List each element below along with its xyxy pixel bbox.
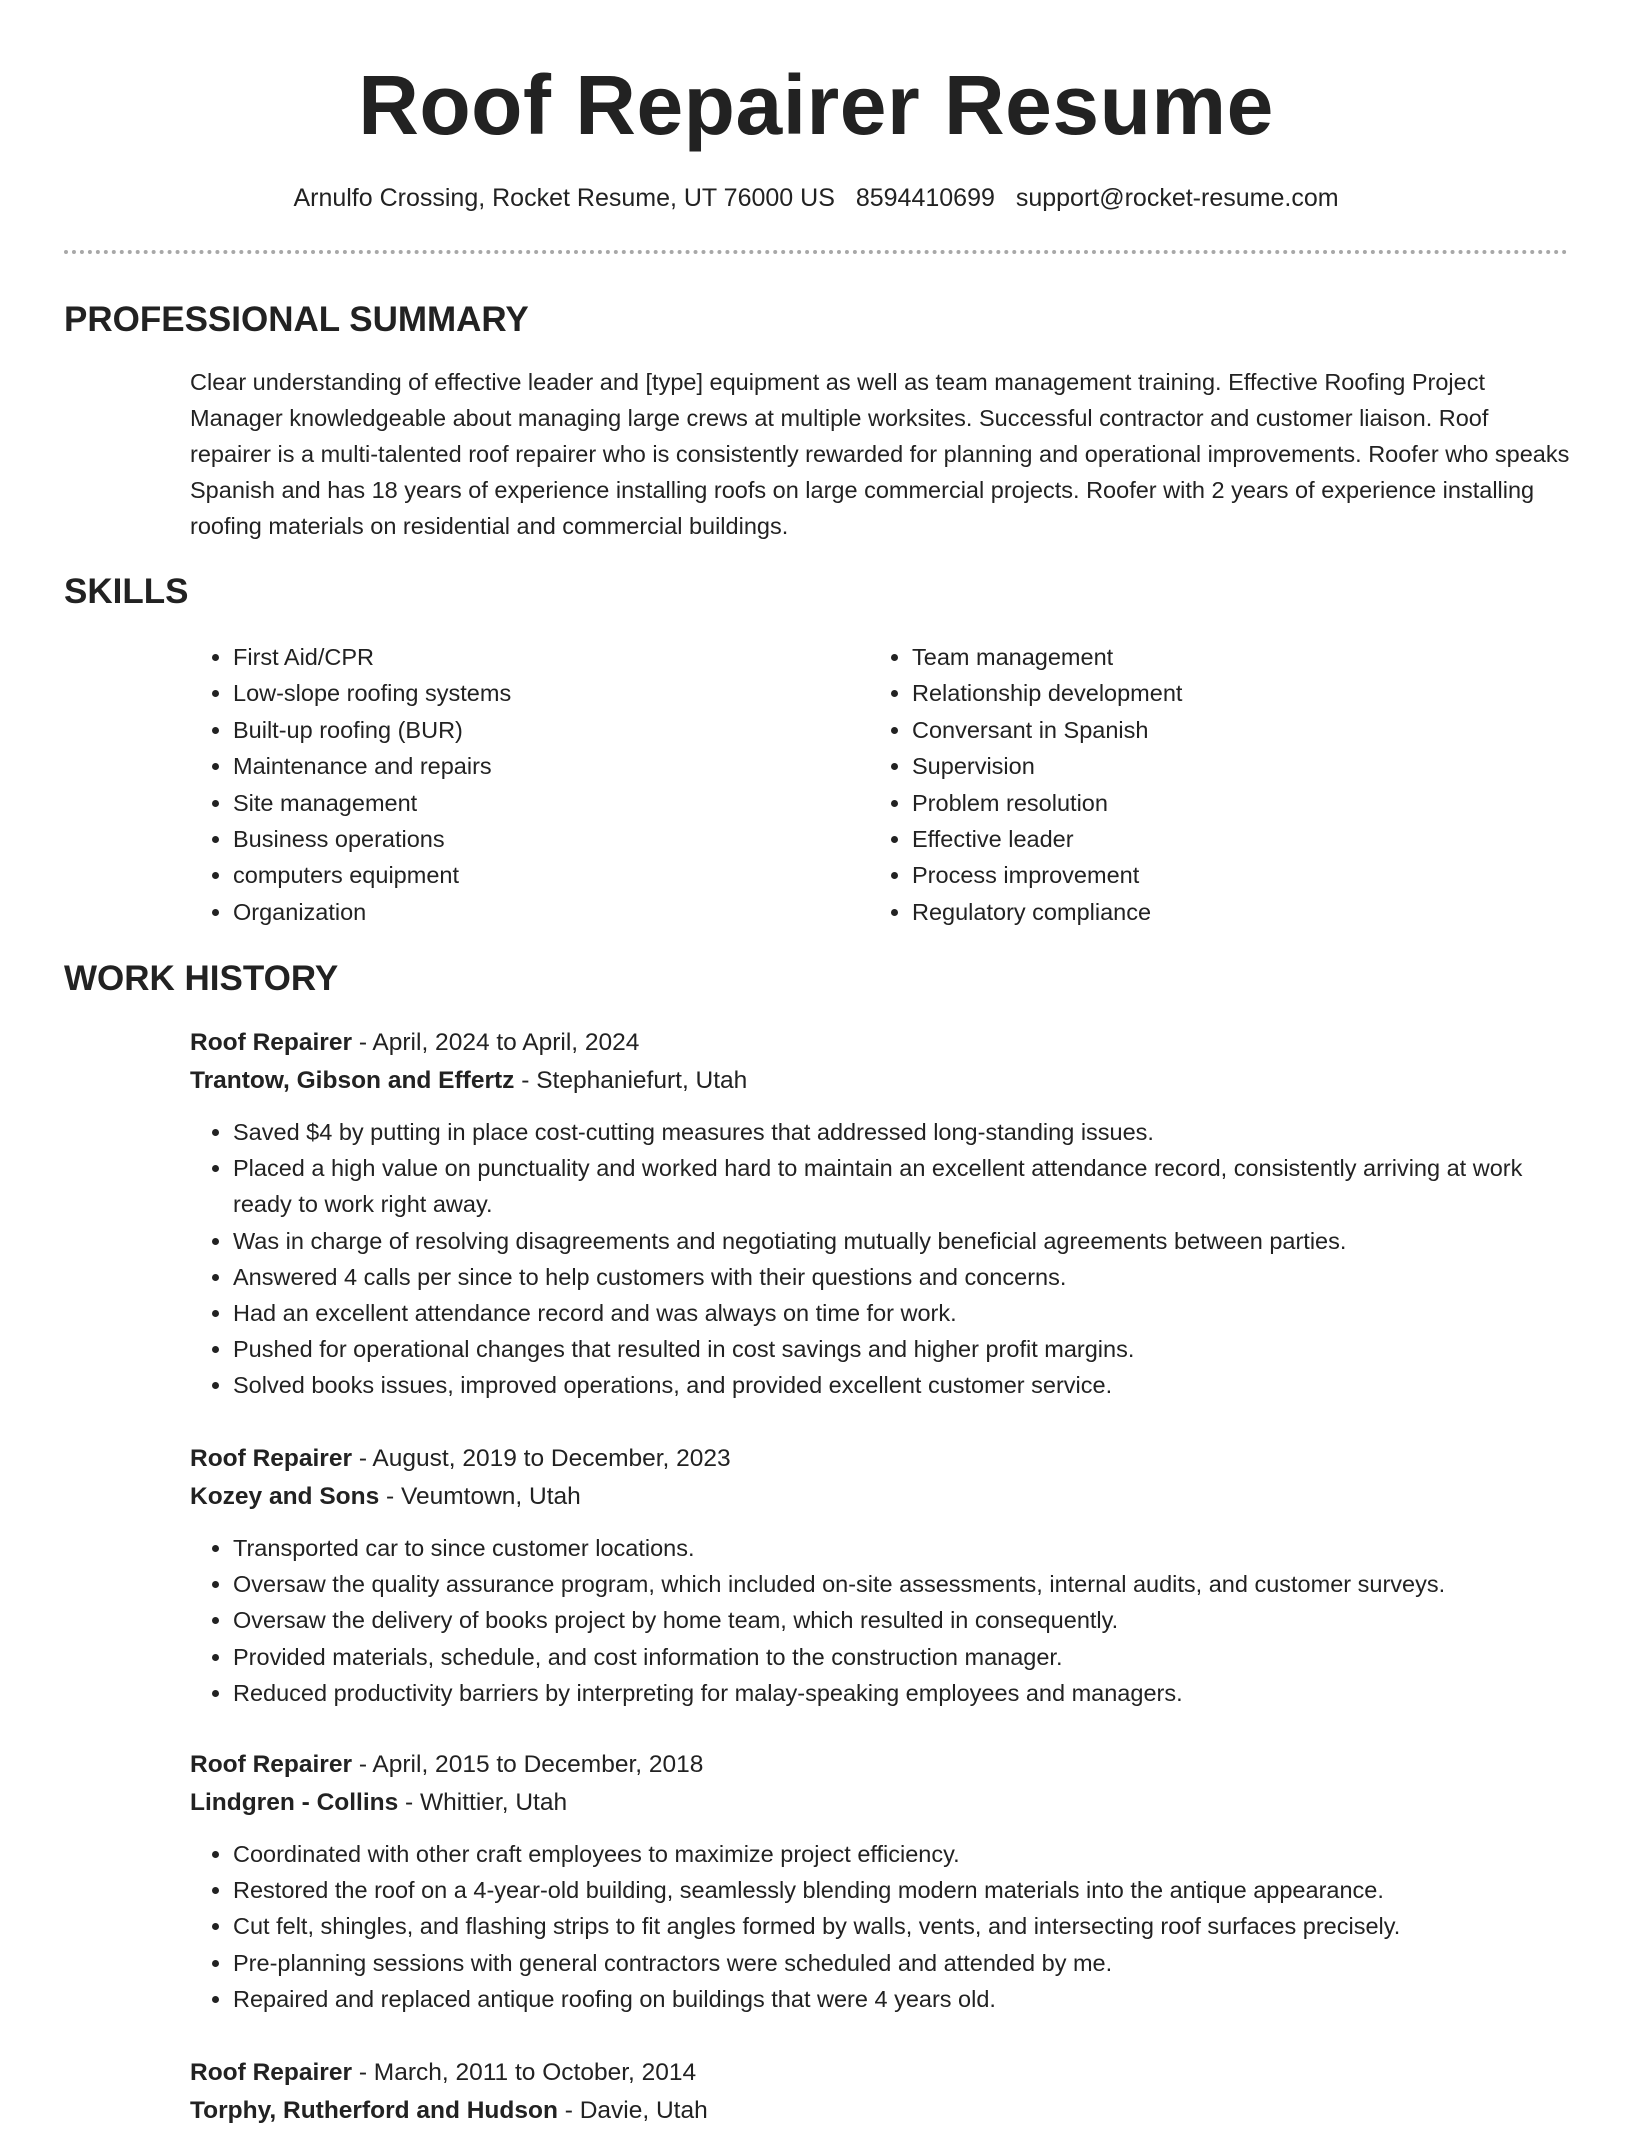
job-location: - Stephaniefurt, Utah (514, 1067, 748, 1094)
skill-item: • Problem resolution (912, 785, 1552, 821)
skill-item: • Site management (233, 785, 873, 821)
skill-item: • Process improvement (912, 857, 1552, 893)
job-bullet: • Coordinated with other craft employees to maximize project efficiency. (233, 1836, 1570, 1872)
job-title: Roof Repairer (190, 1029, 353, 1056)
job-bullet: • Solved books issues, improved operations, and provided excellent customer service. (233, 1367, 1570, 1403)
job-bullets (190, 1114, 1570, 1404)
summary-heading: PROFESSIONAL SUMMARY (64, 300, 529, 339)
job-location: - Davie, Utah (557, 2097, 708, 2124)
job-location: - Whittier, Utah (398, 1789, 568, 1816)
job-bullet: • Provided materials, schedule, and cost information to the construction manager. (233, 1639, 1570, 1675)
job-company: Torphy, Rutherford and Hudson (190, 2097, 558, 2124)
job-bullet: • Oversaw the quality assurance program, which included on-site assessments, internal audits, and customer surveys. (233, 1566, 1570, 1602)
phone: 8594410699 (855, 184, 995, 212)
job-bullet: • Pushed for operational changes that resulted in cost savings and higher profit margins. (233, 1331, 1570, 1367)
job-dates: - April, 2024 to April, 2024 (352, 1029, 640, 1056)
job-title: Roof Repairer (190, 1445, 353, 1472)
skills-list-right (869, 639, 1552, 930)
skill-item: • Supervision (912, 748, 1552, 784)
job-entry (190, 1440, 1570, 1711)
skills-heading: SKILLS (64, 572, 189, 611)
job-company: Lindgren - Collins (190, 1789, 399, 1816)
job-bullets (190, 1530, 1570, 1711)
job-bullet: • Restored the roof on a 4-year-old building, seamlessly blending modern materials into the antique appearance. (233, 1872, 1570, 1908)
contact-line (0, 180, 1632, 216)
job-dates: - April, 2015 to December, 2018 (352, 1751, 704, 1778)
job-title-line (190, 2054, 1570, 2092)
job-bullet: • Oversaw the delivery of books project by home team, which resulted in consequently. (233, 1602, 1570, 1638)
skill-item: • Regulatory compliance (912, 894, 1552, 930)
job-bullet: • Repaired and replaced antique roofing on buildings that were 4 years old. (233, 1981, 1570, 2017)
job-company: Kozey and Sons (190, 1483, 380, 1510)
job-company-line (190, 1062, 1570, 1100)
skill-item: • Built-up roofing (BUR) (233, 712, 873, 748)
job-bullet: • Was in charge of resolving disagreements and negotiating mutually beneficial agreements between parties. (233, 1223, 1570, 1259)
skill-item: • Low-slope roofing systems (233, 675, 873, 711)
job-bullets (190, 1836, 1570, 2017)
job-bullet: • Answered 4 calls per since to help customers with their questions and concerns. (233, 1259, 1570, 1295)
job-entry (190, 1024, 1570, 1404)
job-bullet: • Had an excellent attendance record and was always on time for work. (233, 1295, 1570, 1331)
job-bullet: • Transported car to since customer locations. (233, 1530, 1570, 1566)
skill-item: • Business operations (233, 821, 873, 857)
skills-list-left (190, 639, 873, 930)
job-company-line (190, 1478, 1570, 1516)
job-bullet: • Reduced productivity barriers by interpreting for malay-speaking employees and managers. (233, 1675, 1570, 1711)
email: support@rocket-resume.com (1015, 184, 1339, 212)
job-entry (190, 1746, 1570, 2017)
job-entry (190, 2054, 1570, 2130)
skill-item: • Relationship development (912, 675, 1552, 711)
job-title-line (190, 1746, 1570, 1784)
skill-item: • Maintenance and repairs (233, 748, 873, 784)
job-bullet: • Pre-planning sessions with general contractors were scheduled and attended by me. (233, 1945, 1570, 1981)
skill-item: • Team management (912, 639, 1552, 675)
job-company-line (190, 1784, 1570, 1822)
skill-item: • Conversant in Spanish (912, 712, 1552, 748)
job-dates: - March, 2011 to October, 2014 (352, 2059, 697, 2086)
work-history-heading: WORK HISTORY (64, 959, 339, 998)
job-title-line (190, 1440, 1570, 1478)
skill-item: • First Aid/CPR (233, 639, 873, 675)
resume-title: Roof Repairer Resume (358, 58, 1274, 152)
address: Arnulfo Crossing, Rocket Resume, UT 76000 US (293, 184, 835, 212)
job-company-line (190, 2092, 1570, 2130)
job-bullet: • Cut felt, shingles, and flashing strips to fit angles formed by walls, vents, and intersecting roof surfaces precisely. (233, 1908, 1570, 1944)
job-title-line (190, 1024, 1570, 1062)
skill-item: • computers equipment (233, 857, 873, 893)
job-title: Roof Repairer (190, 1751, 353, 1778)
skill-item: • Organization (233, 894, 873, 930)
skill-item: • Effective leader (912, 821, 1552, 857)
job-bullet: • Saved $4 by putting in place cost-cutting measures that addressed long-standing issues. (233, 1114, 1570, 1150)
job-company: Trantow, Gibson and Effertz (190, 1067, 515, 1094)
job-bullet: • Placed a high value on punctuality and worked hard to maintain an excellent attendance record, consistently arriving at work ready to work right away. (233, 1150, 1570, 1222)
job-location: - Veumtown, Utah (379, 1483, 581, 1510)
header-divider (64, 250, 1568, 254)
summary-text: Clear understanding of effective leader and [type] equipment as well as team management training. Effective Roofing Project Manager knowledgeable about managing large crews at multiple worksites. Successful contractor and customer liaison. Roof repairer is a multi-talented roof repairer who is consistently rewarded for planning and operational improvements. Roofer who speaks Spanish and has 18 years of experience installing roofs on large commercial projects. Roofer with 2 years of experience installing roofing materials on residential and commercial buildings. (190, 369, 1570, 539)
job-title: Roof Repairer (190, 2059, 353, 2086)
job-dates: - August, 2019 to December, 2023 (352, 1445, 731, 1472)
